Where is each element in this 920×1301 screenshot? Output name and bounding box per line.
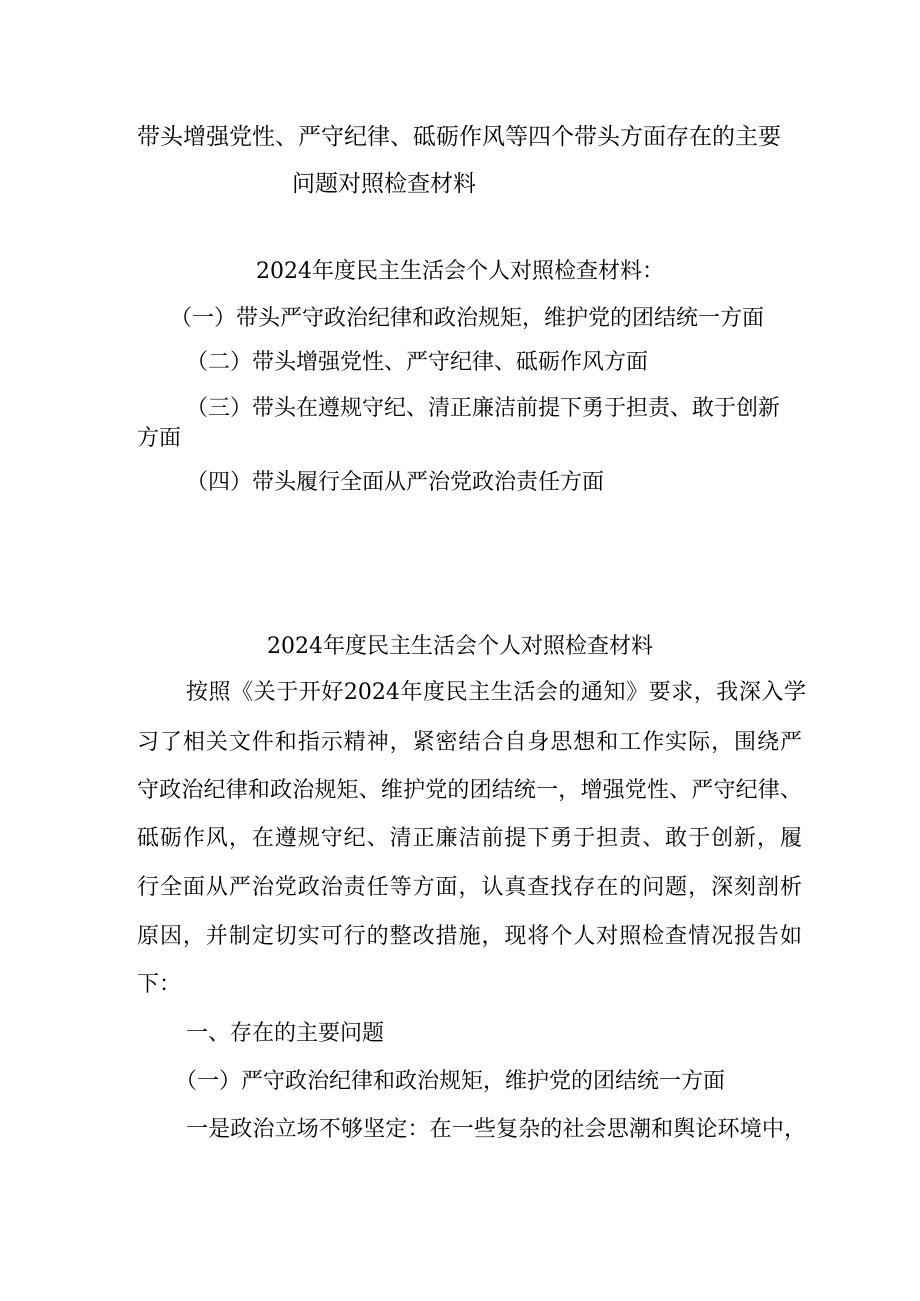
body-paragraph-line: 一是政治立场不够坚定：在一些复杂的社会思潮和舆论环境中， <box>186 1117 806 1142</box>
intro-paragraph-line-7: 下： <box>137 972 182 997</box>
intro-paragraph-line-2: 习了相关文件和指示精神，紧密结合自身思想和工作实际，围绕严 <box>137 730 802 755</box>
subsection-heading: （一）严守政治纪律和政治规矩，维护党的团结统一方面 <box>175 1069 726 1094</box>
document-title-line-2: 问题对照检查材料 <box>292 171 476 197</box>
toc-item-3-continued: 方面 <box>137 426 182 451</box>
document-title-line-1: 带头增强党性、严守纪律、砥砺作风等四个带头方面存在的主要 <box>137 124 781 150</box>
intro-paragraph-line-5: 行全面从严治党政治责任等方面，认真查找存在的问题，深刻剖析 <box>137 875 802 900</box>
toc-item-3: （三）带头在遵规守纪、清正廉洁前提下勇于担责、敢于创新 <box>186 396 781 421</box>
section-heading: 一、存在的主要问题 <box>186 1021 385 1046</box>
toc-item-2: （二）带头增强党性、严守纪律、砥砺作风方面 <box>186 350 649 375</box>
intro-paragraph-line-1: 按照《关于开好2024年度民主生活会的通知》要求，我深入学 <box>186 680 806 705</box>
intro-paragraph-line-3: 守政治纪律和政治规矩、维护党的团结统一，增强党性、严守纪律、 <box>137 778 802 803</box>
intro-paragraph-line-6: 原因，并制定切实可行的整改措施，现将个人对照检查情况报告如 <box>137 924 802 949</box>
body-heading: 2024年度民主生活会个人对照检查材料 <box>267 634 653 659</box>
intro-paragraph-line-4: 砥砺作风，在遵规守纪、清正廉洁前提下勇于担责、敢于创新，履 <box>137 826 802 851</box>
toc-item-4: （四）带头履行全面从严治党政治责任方面 <box>186 470 605 495</box>
toc-heading: 2024年度民主生活会个人对照检查材料： <box>256 259 664 284</box>
toc-item-1: （一）带头严守政治纪律和政治规矩，维护党的团结统一方面 <box>170 306 765 331</box>
